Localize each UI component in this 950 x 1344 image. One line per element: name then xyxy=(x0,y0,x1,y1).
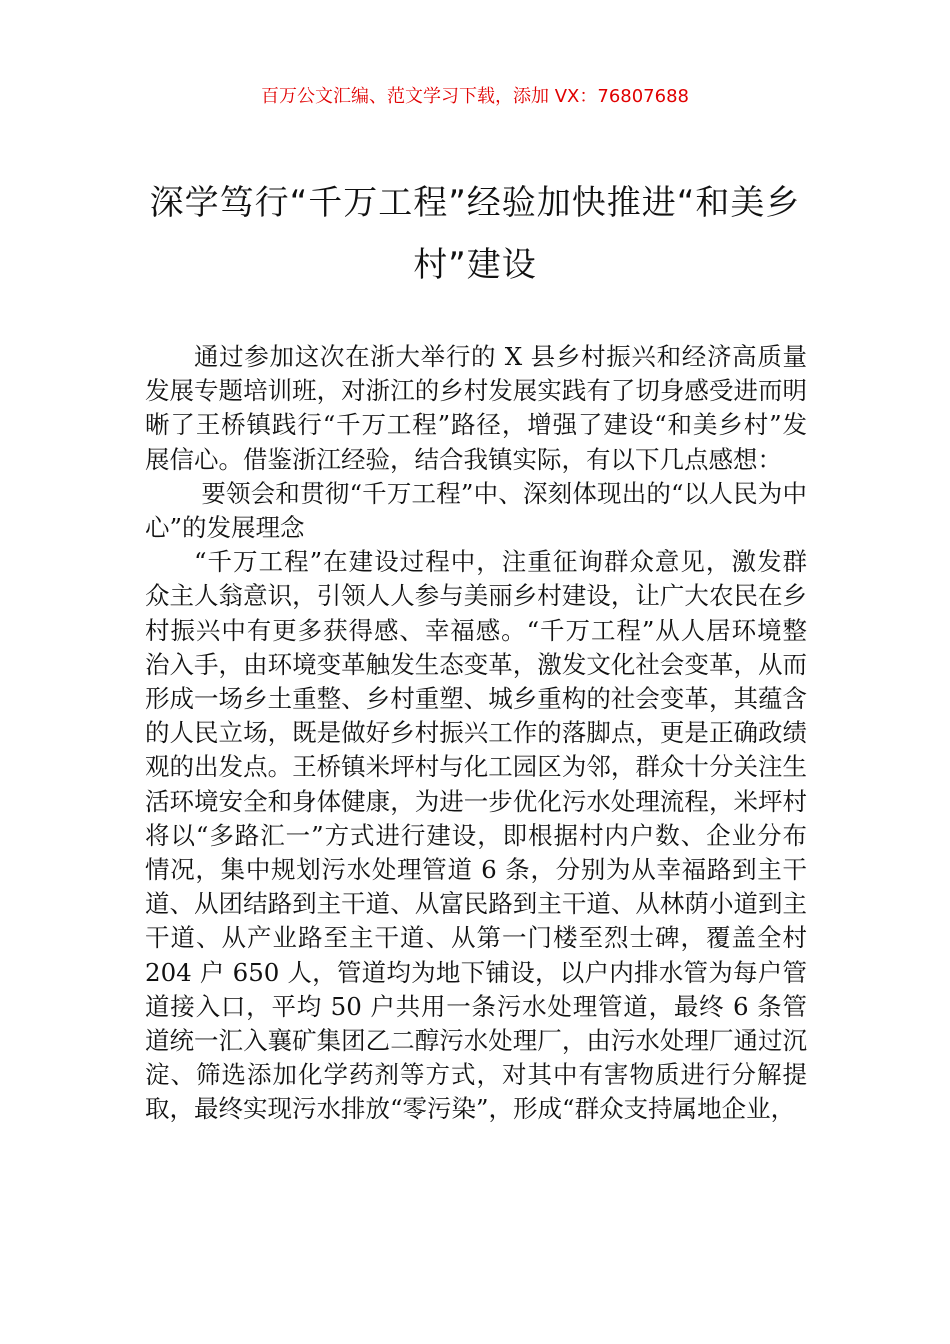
page-title: 深学笃行“千万工程”经验加快推进“和美乡村”建设 xyxy=(149,183,801,285)
document-body xyxy=(145,340,807,1127)
intro-paragraph: 通过参加这次在浙大举行的 X 县乡村振兴和经济高质量发展专题培训班，对浙江的乡村发展实践有了切身感受进而明晰了王桥镇践行“千万工程”路径，增强了建设“和美乡村”发展信心。借鉴浙江经验，结合我镇实际，有以下几点感想： xyxy=(145,342,807,474)
section-heading-paragraph: 要领会和贯彻“千万工程”中、深刻体现出的“以人民为中心”的发展理念 xyxy=(145,478,807,543)
header-banner: 百万公文汇编、范文学习下载，添加 VX：76807688 xyxy=(261,86,689,107)
body-paragraph: “千万工程”在建设过程中，注重征询群众意见，激发群众主人翁意识，引领人人参与美丽乡村建设，让广大农民在乡村振兴中有更多获得感、幸福感。“千万工程”从人居环境整治入手，由环境变革触发生态变革，激发文化社会变革，从而形成一场乡土重整、乡村重塑、城乡重构的社会变革，其蕴含的人民立场，既是做好乡村振兴工作的落脚点，更是正确政绩观的出发点。王桥镇米坪村与化工园区为邻，群众十分关注生活环境安全和身体健康，为进一步优化污水处理流程，米坪村将以“多路汇一”方式进行建设，即根据村内户数、企业分布情况，集中规划污水处理管道 6 条，分别为从幸福路到主干道、从团结路到主干道、从富民路到主干道、从林荫小道到主干道、从产业路至主干道、从第一门楼至烈士碑，覆盖全村 204 户 650 人，管道均为地下铺设，以户内排水管为每户管道接入口，平均 50 户共用一条污水处理管道，最终 6 条管道统一汇入襄矿集团乙二醇污水处理厂，由污水处理厂通过沉淀、筛选添加化学药剂等方式，对其中有害物质进行分解提取，最终实现污水排放“零污染”，形成“群众支持属地企业， xyxy=(145,547,807,1124)
